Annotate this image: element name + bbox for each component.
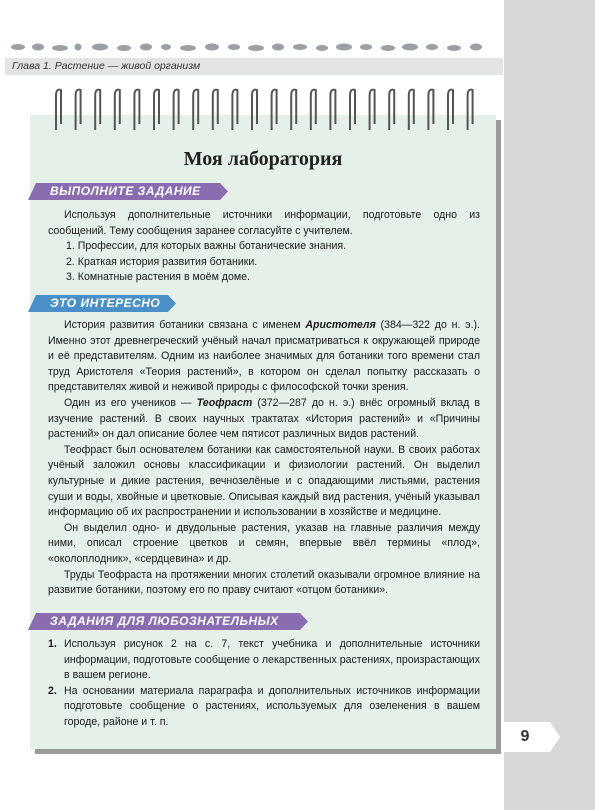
page-edge-strip — [504, 0, 595, 810]
spiral-ring — [389, 90, 394, 130]
curious-item-2-number: 2. — [48, 684, 57, 697]
assignment-item-1: 1. Профессии, для которых важны ботанические знания. — [66, 240, 347, 253]
spiral-ring — [193, 90, 198, 130]
name-aristotle: Аристотеля — [305, 319, 376, 331]
interesting-block — [48, 318, 480, 599]
assignment-item-3: 3. Комнатные растения в моём доме. — [66, 271, 250, 284]
spiral-ring — [115, 90, 120, 130]
spiral-ring — [448, 90, 453, 130]
animal-icons — [11, 44, 482, 52]
curious-item-2 — [48, 684, 480, 731]
spiral-ring — [330, 90, 335, 130]
assignment-block — [48, 208, 480, 286]
spiral-ring — [154, 90, 159, 130]
spiral-ring — [409, 90, 414, 130]
interesting-paragraph-5: Труды Теофраста на протяжении многих столетий оказывали огромное влияние на развитие ботаники, поэтому его по праву считают «отцом ботаники». — [48, 568, 480, 597]
curious-item-1-text: Используя рисунок 2 на с. 7, текст учебника и дополнительные источники информации, подготовьте сообщение о лекарственных растениях, произрастающих в вашем регионе. — [64, 638, 480, 682]
spiral-ring — [468, 90, 473, 130]
page-title: Моя лаборатория — [183, 148, 343, 170]
name-theophrastus: Теофраст — [196, 396, 253, 409]
spiral-ring — [56, 90, 61, 130]
spiral-ring — [95, 90, 100, 130]
spiral-ring — [174, 90, 179, 130]
animal-silhouettes-decoration — [8, 40, 498, 54]
spiral-ring — [311, 90, 316, 130]
interesting-paragraph-1: История развития ботаники связана с именем Аристотеля (384—322 до н. э.). Именно этот древнегреческий учёный начал присматриваться к окружающей природе и её представителям. Одним из наиболее значимых для ботаники того времени стал труд Аристотеля «Теория растений», в котором он сделал попытку рассказать о представителях живой и неживой природы с философской точки зрения. — [48, 319, 480, 394]
spiral-ring — [213, 90, 218, 130]
chapter-title: Глава 1. Растение — живой организм — [12, 60, 201, 72]
spiral-ring — [350, 90, 355, 130]
interesting-paragraph-4: Он выделил одно- и двудольные растения, указав на главные различия между ними, описал строение цветков и семян, впервые ввёл термины «плод», «околоплодник», «сердцевина» и др. — [48, 521, 480, 565]
curious-item-2-text: На основании материала параграфа и дополнительных источников информации подготовьте сообщение о растениях, используемых для озеленения в вашем городе, районе и т. п. — [64, 684, 480, 728]
spiral-ring — [252, 90, 257, 130]
spiral-binding — [50, 86, 490, 136]
interesting-paragraph-2: Один из его учеников — Теофраст (372—287 до н. э.) внёс огромный вклад в изучение растений. В своих научных трактатах «История растений» и «Причины растений» он дал описание более чем пятисот различных видов растений. — [48, 396, 480, 441]
section-banner-assignment-label: ВЫПОЛНИТЕ ЗАДАНИЕ — [50, 184, 201, 198]
spiral-ring — [272, 90, 277, 130]
section-banner-interesting-label: ЭТО ИНТЕРЕСНО — [50, 296, 161, 310]
assignment-item-2: 2. Краткая история развития ботаники. — [66, 255, 258, 268]
spiral-ring — [428, 90, 433, 130]
spiral-ring — [232, 90, 237, 130]
spiral-ring — [370, 90, 375, 130]
interesting-paragraph-3: Теофраст был основателем ботаники как самостоятельной науки. В своих работах учёный заложил основы классификации и физиологии растений. Он выделил культурные и дикие растения, вечнозелёные и с опадающими листьями, растения суши и воды, хвойные и цветковые. Описывая каждый вид растения, учёный указывал информацию об их распространении и использовании в хозяйстве и медицине. — [48, 443, 480, 519]
page-number: 9 — [520, 728, 530, 745]
spiral-ring — [134, 90, 139, 130]
curious-item-1-number: 1. — [48, 638, 57, 650]
curious-item-1 — [48, 637, 480, 684]
assignment-intro: Используя дополнительные источники информации, подготовьте одно из сообщений. Тему сообщения заранее согласуйте с учителем. — [48, 209, 480, 237]
curious-block — [48, 637, 480, 731]
spiral-rings — [56, 90, 473, 130]
spiral-ring — [291, 90, 296, 130]
section-banner-curious-label: ЗАДАНИЯ ДЛЯ ЛЮБОЗНАТЕЛЬНЫХ — [50, 614, 279, 628]
spiral-ring — [76, 90, 81, 130]
